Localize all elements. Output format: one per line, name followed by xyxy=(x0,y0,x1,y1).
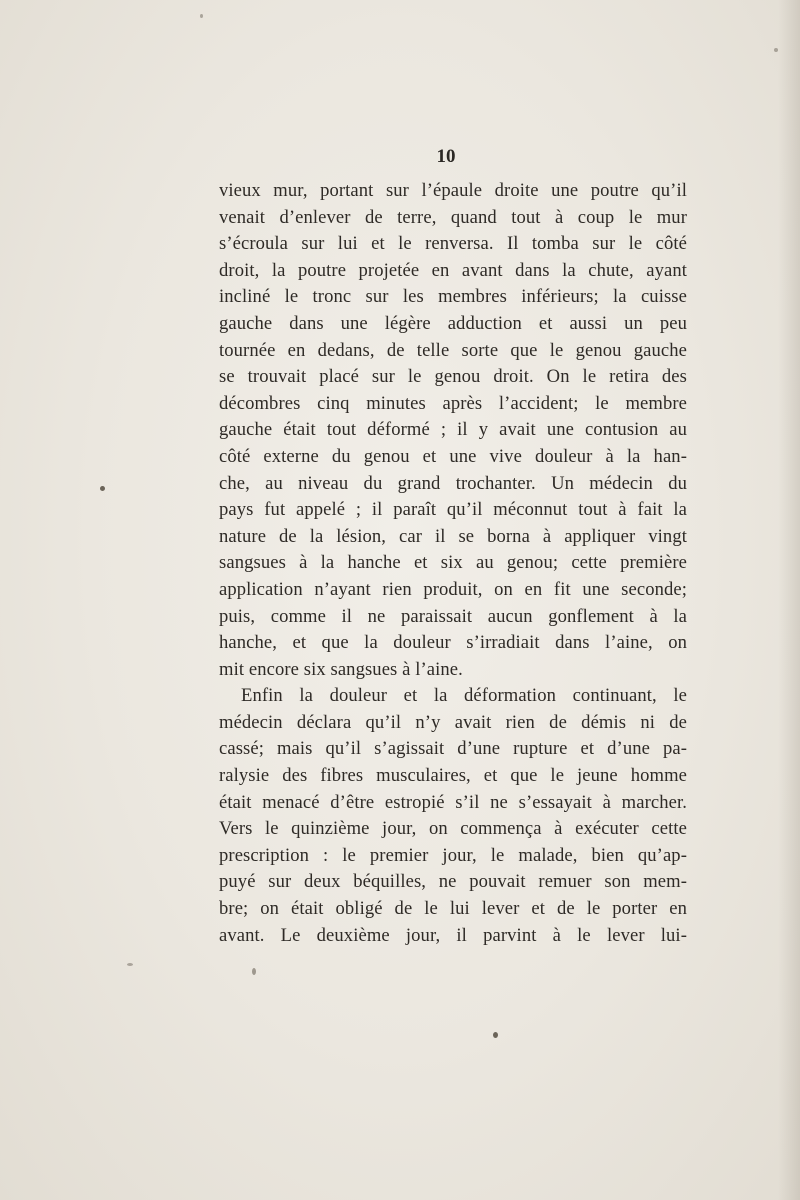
text-line: incliné le tronc sur les membres inférieurs; la cuisse xyxy=(219,286,687,308)
text-line: application n’ayant rien produit, on en fit une seconde; xyxy=(219,578,687,600)
text-line: se trouvait placé sur le genou droit. On le retira des xyxy=(219,366,687,388)
text-line: côté externe du genou et une vive douleur à la han- xyxy=(219,445,687,467)
paper-speck xyxy=(100,486,105,491)
text-line: hanche, et que la douleur s’irradiait dans l’aine, on xyxy=(219,632,687,654)
text-line: ralysie des fibres musculaires, et que le jeune homme xyxy=(219,765,687,787)
text-line: venait d’enlever de terre, quand tout à coup le mur xyxy=(219,206,687,228)
text-line: droit, la poutre projetée en avant dans la chute, ayant xyxy=(219,259,687,281)
text-line: vieux mur, portant sur l’épaule droite une poutre qu’il xyxy=(219,180,687,201)
text-line: Vers le quinzième jour, on commença à exécuter cette xyxy=(219,818,687,840)
text-line: puis, comme il ne paraissait aucun gonflement à la xyxy=(219,605,687,627)
text-line: pays fut appelé ; il paraît qu’il méconnut tout à fait la xyxy=(219,499,687,521)
text-line: cassé; mais qu’il s’agissait d’une rupture et d’une pa- xyxy=(219,738,687,760)
text-line: gauche était tout déformé ; il y avait une contusion au xyxy=(219,419,687,441)
text-line: tournée en dedans, de telle sorte que le genou gauche xyxy=(219,339,687,361)
page-edge-shadow xyxy=(778,0,800,1200)
text-line: puyé sur deux béquilles, ne pouvait remuer son mem- xyxy=(219,871,687,893)
text-line: mit encore six sangsues à l’aine. xyxy=(219,658,463,680)
text-line: nature de la lésion, car il se borna à appliquer vingt xyxy=(219,525,687,547)
text-line: s’écroula sur lui et le renversa. Il tomba sur le côté xyxy=(219,233,687,255)
text-line: gauche dans une légère adduction et aussi un peu xyxy=(219,312,687,334)
paper-speck xyxy=(493,1032,498,1038)
text-line: avant. Le deuxième jour, il parvint à le lever lui- xyxy=(219,924,687,946)
text-line: sangsues à la hanche et six au genou; cette première xyxy=(219,552,687,574)
paper-speck xyxy=(774,48,778,52)
text-line: che, au niveau du grand trochanter. Un médecin du xyxy=(219,472,687,494)
text-line: bre; on était obligé de le lui lever et de le porter en xyxy=(219,898,687,920)
paper-speck xyxy=(200,14,203,18)
page-number: 10 xyxy=(436,146,456,167)
paper-speck xyxy=(252,968,256,975)
text-line: était menacé d’être estropié s’il ne s’essayait à marcher. xyxy=(219,791,687,813)
paper-speck xyxy=(127,963,133,966)
text-line: décombres cinq minutes après l’accident; le membre xyxy=(219,392,687,414)
text-line: prescription : le premier jour, le malade, bien qu’ap- xyxy=(219,844,687,866)
body-text xyxy=(219,178,687,949)
text-line: Enfin la douleur et la déformation continuant, le xyxy=(241,685,687,707)
text-line: médecin déclara qu’il n’y avait rien de démis ni de xyxy=(219,711,687,733)
